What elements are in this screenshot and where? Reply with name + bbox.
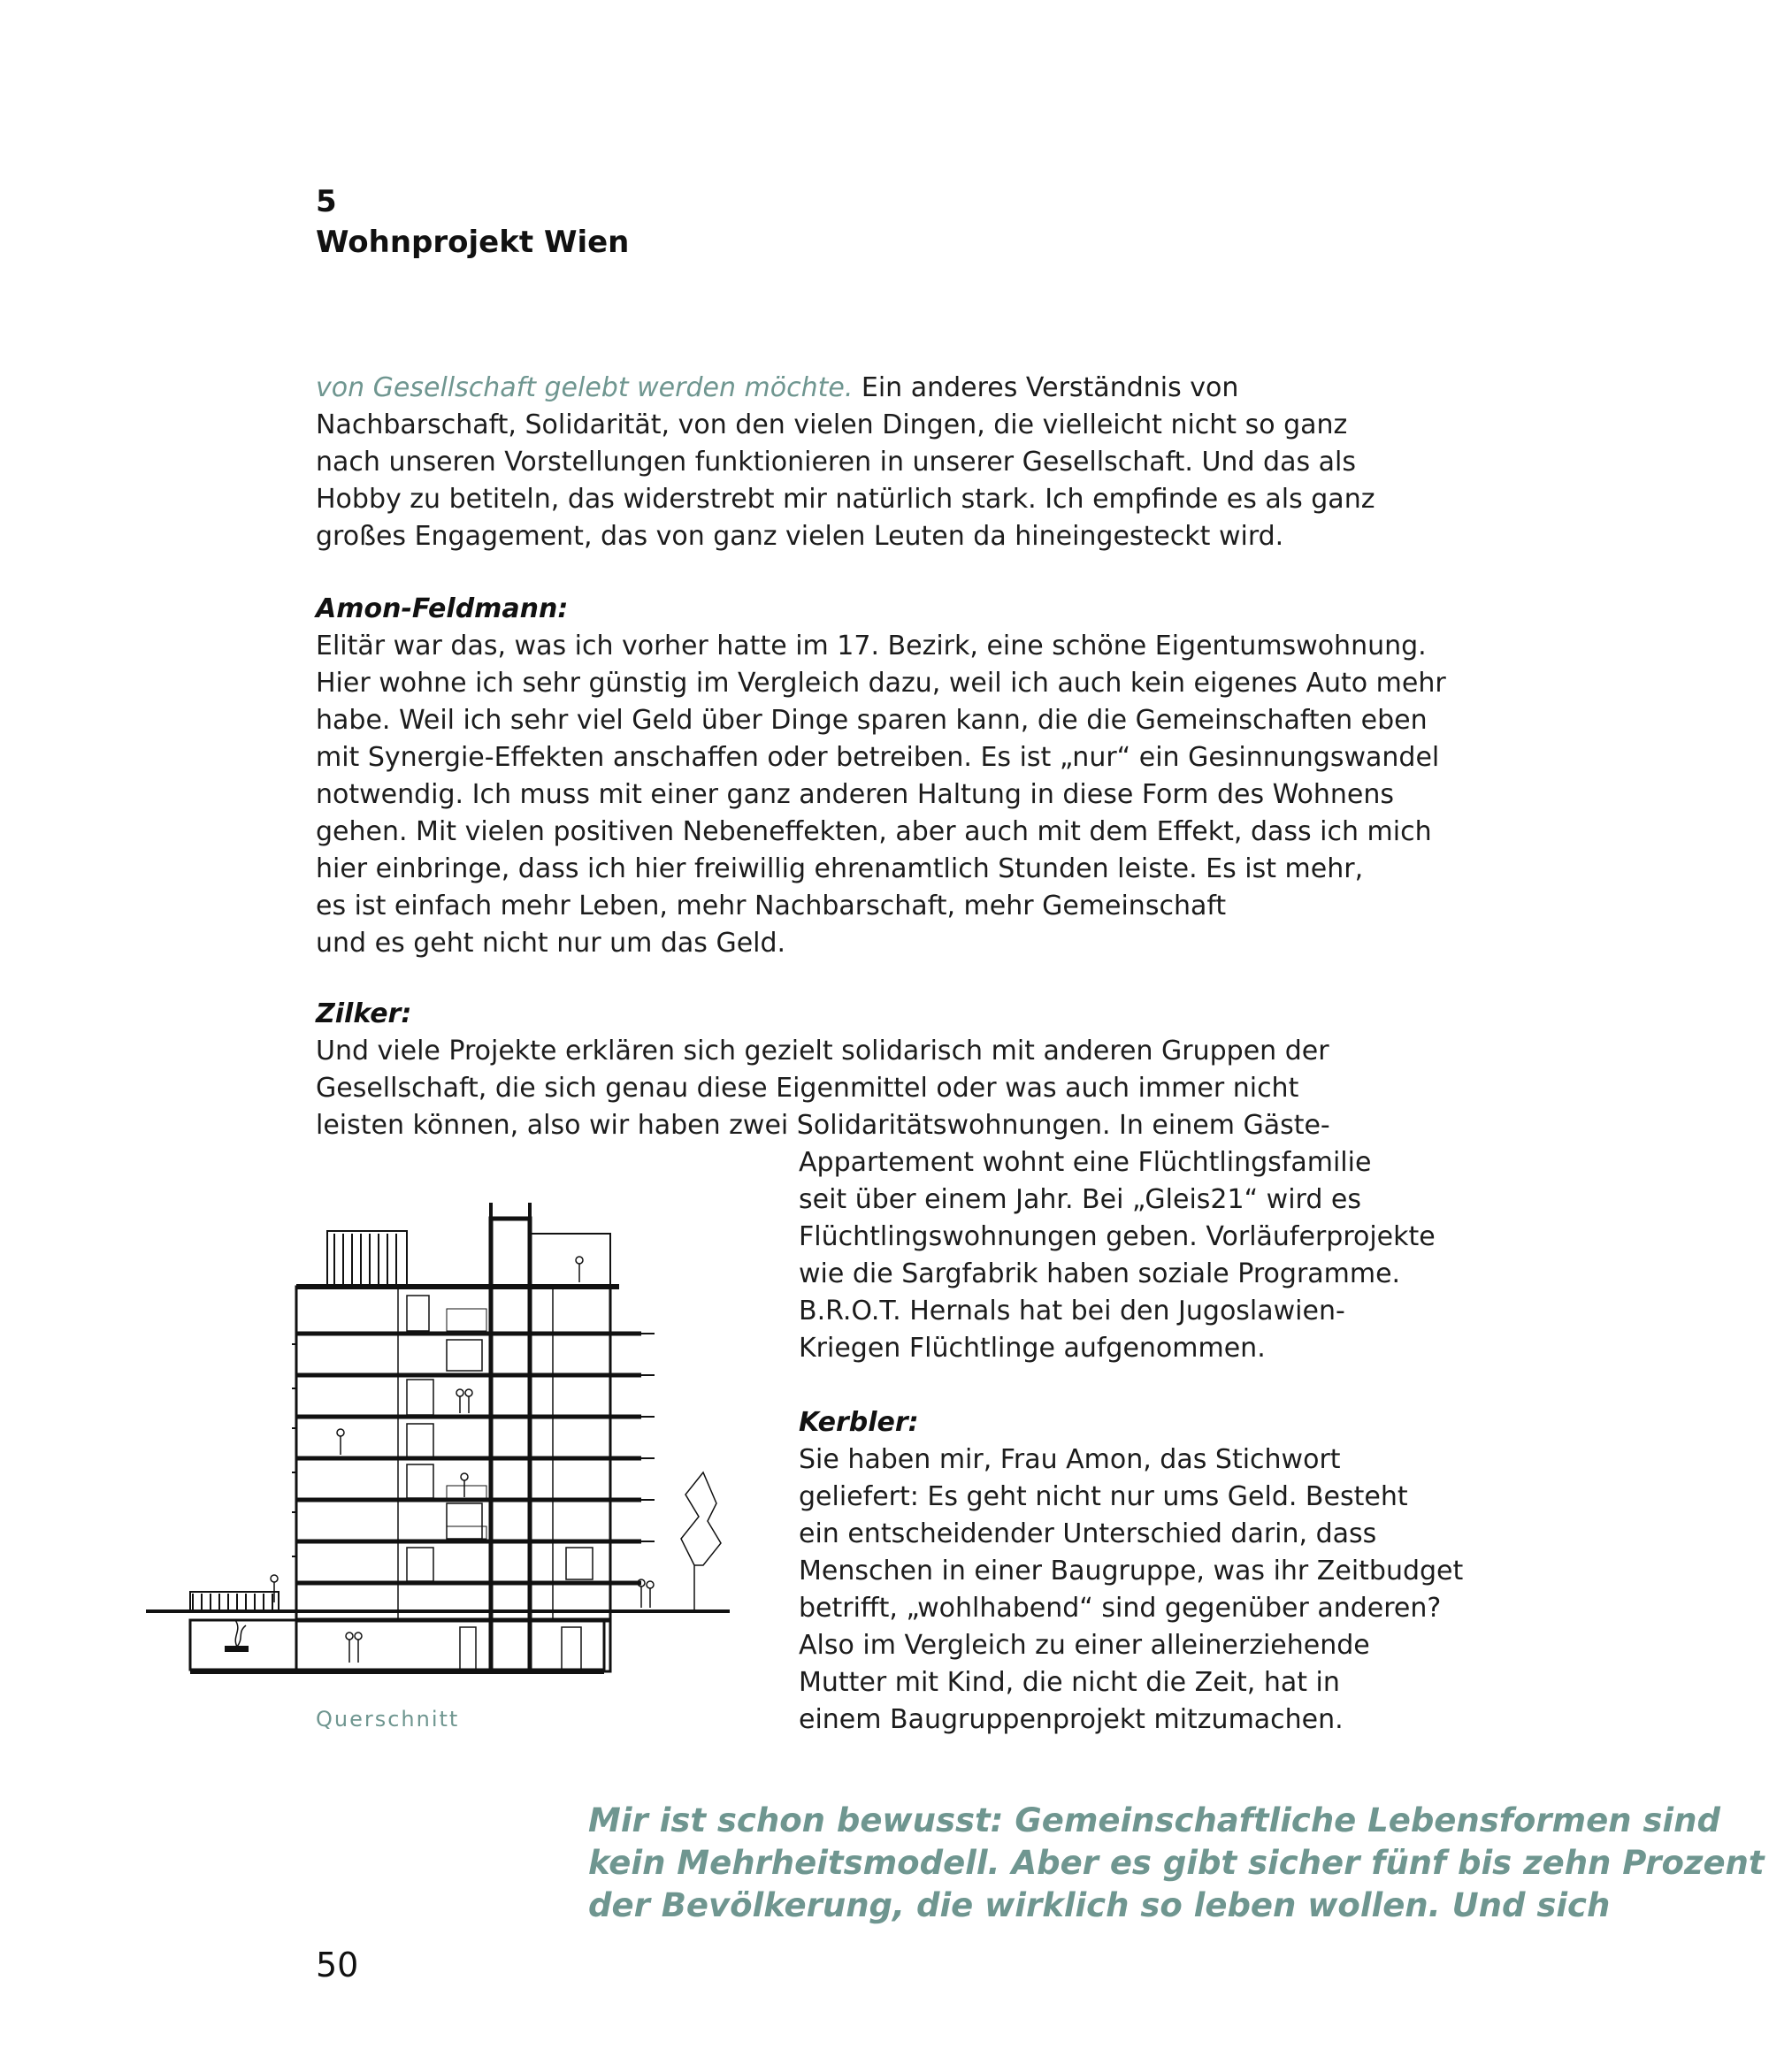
- zilker-line: B.R.O.T. Hernals hat bei den Jugoslawien-: [799, 1296, 1345, 1327]
- zilker-line: leisten können, also wir haben zwei Solidaritätswohnungen. In einem Gäste-: [316, 1110, 1330, 1141]
- kerbler-line: einem Baugruppenprojekt mitzumachen.: [799, 1704, 1344, 1735]
- pull-quote-line: Mir ist schon bewusst: Gemeinschaftliche Lebensformen sind: [588, 1801, 1720, 1839]
- zilker-line: Und viele Projekte erklären sich gezielt solidarisch mit anderen Gruppen der: [316, 1036, 1329, 1067]
- amon-line: habe. Weil ich sehr viel Geld über Dinge sparen kann, die die Gemeinschaften eben: [316, 705, 1428, 736]
- intro-highlight: von Gesellschaft gelebt werden möchte.: [316, 372, 854, 403]
- pull-quote-line: kein Mehrheitsmodell. Aber es gibt sicher fünf bis zehn Prozent: [588, 1844, 1765, 1882]
- kerbler-line: ein entscheidender Unterschied darin, dass: [799, 1518, 1377, 1549]
- kerbler-line: Also im Vergleich zu einer alleinerziehende: [799, 1630, 1370, 1661]
- amon-line: Elitär war das, was ich vorher hatte im 17. Bezirk, eine schöne Eigentumswohnung.: [316, 631, 1427, 661]
- kerbler-line: geliefert: Es geht nicht nur ums Geld. Besteht: [799, 1481, 1408, 1512]
- amon-line: hier einbringe, dass ich hier freiwillig ehrenamtlich Stunden leiste. Es ist mehr,: [316, 853, 1364, 884]
- zilker-line: Flüchtlingswohnungen geben. Vorläuferprojekte: [799, 1221, 1436, 1252]
- intro-line-1-rest: Ein anderes Verständnis von: [853, 372, 1239, 403]
- speaker-amon-feldmann: Amon-Feldmann:: [316, 593, 569, 624]
- intro-line: nach unseren Vorstellungen funktionieren in unserer Gesellschaft. Und das als: [316, 447, 1356, 478]
- amon-line: es ist einfach mehr Leben, mehr Nachbarschaft, mehr Gemeinschaft: [316, 891, 1227, 921]
- intro-line: Hobby zu betiteln, das widerstrebt mir natürlich stark. Ich empfinde es als ganz: [316, 484, 1375, 515]
- zilker-line: Gesellschaft, die sich genau diese Eigenmittel oder was auch immer nicht: [316, 1073, 1299, 1104]
- intro-line: großes Engagement, das von ganz vielen Leuten da hineingesteckt wird.: [316, 521, 1284, 552]
- page-number: 50: [316, 1946, 359, 1984]
- zilker-line: Kriegen Flüchtlinge aufgenommen.: [799, 1333, 1266, 1364]
- intro-line: Nachbarschaft, Solidarität, von den vielen Dingen, die vielleicht nicht so ganz: [316, 409, 1348, 440]
- kerbler-section: [799, 1404, 1463, 1739]
- speaker-kerbler: Kerbler:: [799, 1407, 919, 1438]
- speaker-zilker: Zilker:: [316, 998, 412, 1029]
- kerbler-line: Sie haben mir, Frau Amon, das Stichwort: [799, 1444, 1341, 1475]
- pull-quote: [588, 1800, 1765, 1927]
- cross-section-drawing: [142, 1203, 743, 1698]
- amon-line: mit Synergie-Effekten anschaffen oder betreiben. Es ist „nur“ ein Gesinnungswandel: [316, 742, 1440, 773]
- chapter-title: Wohnprojekt Wien: [316, 225, 630, 260]
- intro-line-1: [316, 370, 1375, 407]
- amon-section: [316, 591, 1446, 962]
- zilker-line: seit über einem Jahr. Bei „Gleis21“ wird es: [799, 1184, 1362, 1215]
- intro-paragraph: [316, 370, 1375, 555]
- kerbler-line: betrifft, „wohlhabend“ sind gegenüber anderen?: [799, 1593, 1442, 1624]
- zilker-section-continued: [799, 1144, 1436, 1367]
- zilker-line: wie die Sargfabrik haben soziale Programme.: [799, 1258, 1401, 1289]
- amon-line: Hier wohne ich sehr günstig im Vergleich dazu, weil ich auch kein eigenes Auto mehr: [316, 668, 1446, 699]
- amon-line: und es geht nicht nur um das Geld.: [316, 928, 786, 959]
- chapter-number: 5: [316, 184, 337, 219]
- amon-line: gehen. Mit vielen positiven Nebeneffekten, aber auch mit dem Effekt, dass ich mich: [316, 816, 1432, 847]
- kerbler-line: Mutter mit Kind, die nicht die Zeit, hat in: [799, 1667, 1340, 1698]
- amon-line: notwendig. Ich muss mit einer ganz anderen Haltung in diese Form des Wohnens: [316, 779, 1394, 810]
- zilker-section: [316, 996, 1330, 1144]
- figure-caption: Querschnitt: [316, 1707, 460, 1732]
- chapter-heading: [316, 181, 629, 263]
- zilker-line: Appartement wohnt eine Flüchtlingsfamilie: [799, 1147, 1372, 1178]
- pull-quote-line: der Bevölkerung, die wirklich so leben wollen. Und sich: [588, 1886, 1611, 1924]
- kerbler-line: Menschen in einer Baugruppe, was ihr Zeitbudget: [799, 1556, 1464, 1586]
